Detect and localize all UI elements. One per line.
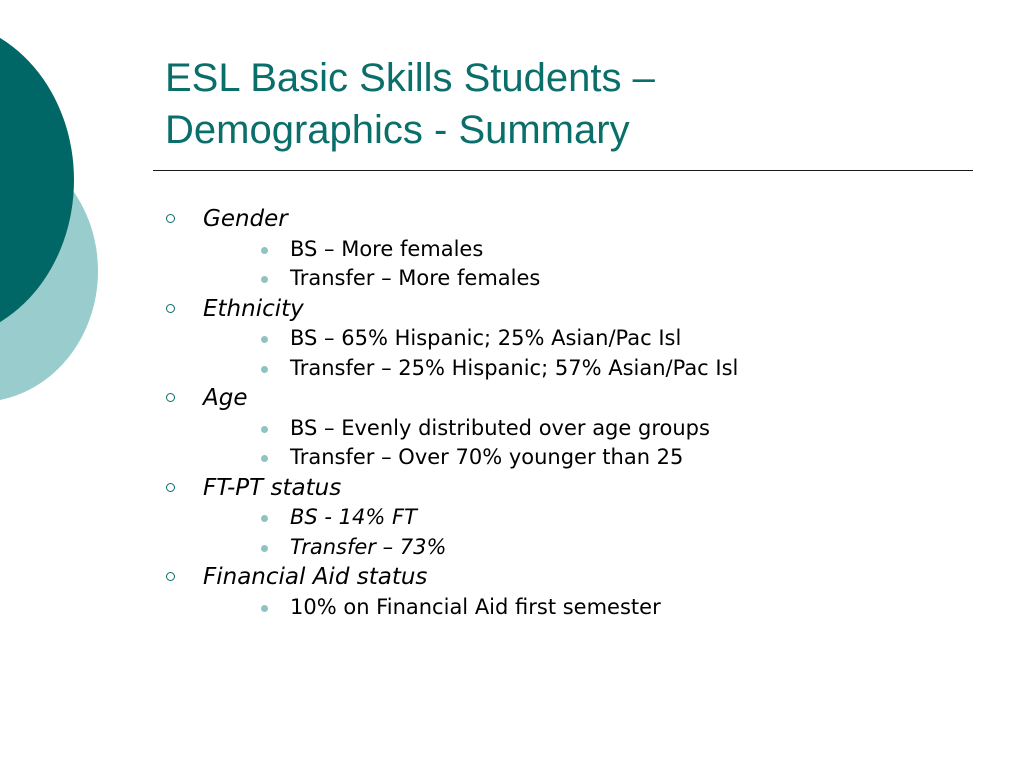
list-item [203, 354, 1000, 384]
list-item [203, 235, 1000, 265]
dot-bullet-icon [261, 426, 268, 433]
hollow-circle-bullet-icon [166, 304, 175, 313]
hollow-circle-bullet-icon [166, 483, 175, 492]
dot-bullet-icon [261, 247, 268, 254]
list-item-text: BS - 14% FT [290, 505, 417, 529]
list-item-text: Transfer – More females [290, 266, 541, 290]
section-heading: Financial Aid status [203, 564, 428, 590]
list-item [203, 593, 1000, 623]
title-line-1: ESL Basic Skills Students – [165, 56, 655, 100]
section-heading: FT-PT status [203, 474, 342, 501]
section-heading: Ethnicity [203, 295, 304, 322]
hollow-circle-bullet-icon [166, 393, 175, 402]
list-item [203, 443, 1000, 473]
section-gender [160, 204, 1000, 294]
hollow-circle-bullet-icon [166, 572, 175, 581]
dot-bullet-icon [261, 276, 268, 283]
list-item [203, 533, 1000, 563]
dot-bullet-icon [261, 336, 268, 343]
title-divider [153, 170, 973, 171]
sub-list [203, 503, 1000, 562]
sub-list [203, 324, 1000, 383]
hollow-circle-bullet-icon [166, 214, 175, 223]
dot-bullet-icon [261, 366, 268, 373]
list-item-text: BS – 65% Hispanic; 25% Asian/Pac Isl [290, 326, 682, 350]
sub-list [203, 235, 1000, 294]
list-item-text: BS – More females [290, 236, 484, 261]
list-item-text: 10% on Financial Aid first semester [290, 594, 661, 619]
list-item-text: Transfer – 25% Hispanic; 57% Asian/Pac Isl [290, 355, 739, 380]
list-item [203, 324, 1000, 354]
list-item-text: Transfer – 73% [290, 534, 447, 559]
bullet-list [160, 204, 1000, 622]
dot-bullet-icon [261, 545, 268, 552]
title-line-2: Demographics - Summary [165, 108, 630, 152]
section-age [160, 383, 1000, 473]
list-item-text: Transfer – Over 70% younger than 25 [290, 445, 684, 469]
section-financial-aid-status [160, 562, 1000, 622]
section-heading: Age [203, 385, 248, 411]
section-ethnicity [160, 294, 1000, 384]
list-item [203, 264, 1000, 294]
dot-bullet-icon [261, 605, 268, 612]
slide-title [165, 52, 985, 156]
list-item [203, 503, 1000, 533]
list-item [203, 414, 1000, 444]
sub-list [203, 593, 1000, 623]
section-ft-pt-status [160, 473, 1000, 563]
dot-bullet-icon [261, 515, 268, 522]
sub-list [203, 414, 1000, 473]
list-item-text: BS – Evenly distributed over age groups [290, 415, 710, 440]
dot-bullet-icon [261, 455, 268, 462]
section-heading: Gender [203, 206, 288, 232]
